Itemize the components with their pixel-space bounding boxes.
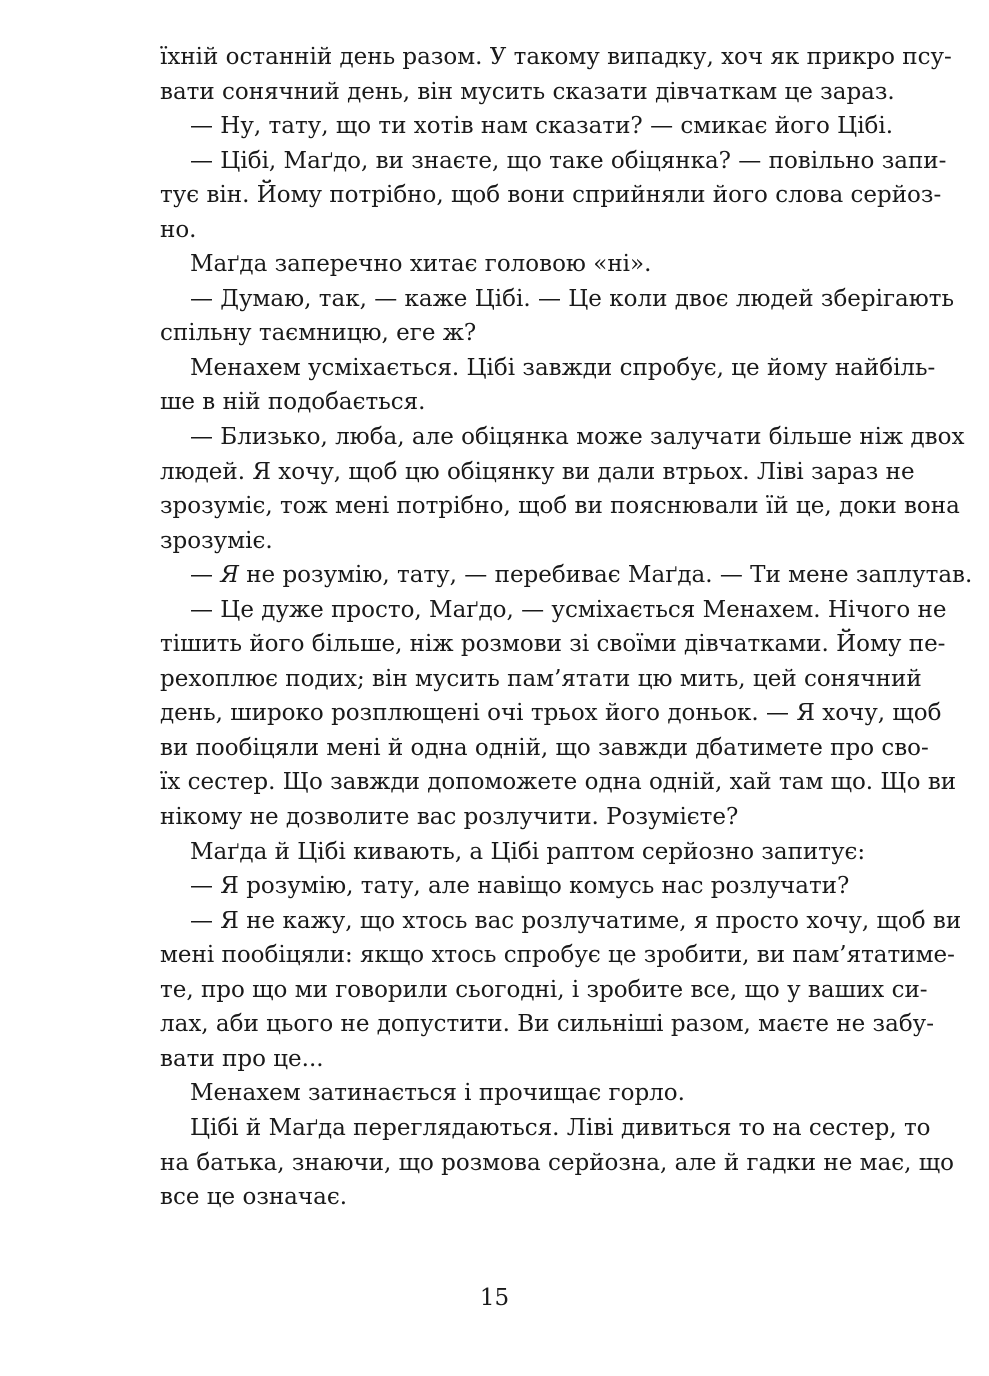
text-line: — Думаю, так, — каже Цібі. — Це коли двоє людей зберігають [190,285,955,312]
text-line: людей. Я хочу, щоб цю обіцянку ви дали втрьох. Ліві зараз не [160,458,915,485]
paragraph [160,904,962,1077]
text-line: зрозуміє. [160,527,273,554]
text-line: день, широко розплющені очі трьох його доньок. — Я хочу, щоб [160,700,942,727]
text-line: те, про що ми говорили сьогодні, і зробите все, що у ваших си- [160,976,928,1003]
paragraph [160,109,894,144]
text-line: — Я не розумію, тату, — перебиває Маґда. — Ти мене заплутав. [190,562,973,589]
text-line: но. [160,216,197,243]
paragraph [160,420,965,558]
text-line: їх сестер. Що завжди допоможете одна одній, хай там що. Що ви [160,769,957,796]
paragraph [160,835,878,870]
text-line: на батька, знаючи, що розмова серйозна, але й гадки не має, що [160,1149,955,1176]
text-line: зрозуміє, тож мені потрібно, щоб ви пояснювали їй це, доки вона [160,493,960,520]
text-line: Маґда й Цібі кивають, а Цібі раптом серйозно запитує: [190,838,866,865]
paragraph [160,144,947,248]
text-line: Менахем усміхається. Цібі завжди спробує, це йому найбіль- [190,354,936,381]
text-line: тішить його більше, ніж розмови зі своїми дівчатками. Йому пе- [160,631,946,658]
text-line: — Ну, тату, що ти хотів нам сказати? — смикає його Цібі. [190,113,894,140]
text-line: — Це дуже просто, Маґдо, — усміхається Менахем. Нічого не [190,596,947,623]
paragraph [160,1076,878,1111]
text-line: — Близько, люба, але обіцянка може залучати більше ніж двох [190,424,965,451]
paragraph [160,40,952,109]
text-line: — Я не кажу, що хтось вас розлучатиме, я просто хочу, щоб ви [190,907,962,934]
paragraph [160,593,957,835]
text-line: все це означає. [160,1184,348,1211]
text-line: вати сонячний день, він мусить сказати дівчаткам це зараз. [160,78,895,105]
text-line: тує він. Йому потрібно, щоб вони сприйняли його слова серйоз- [160,182,942,209]
paragraph [160,1111,955,1215]
text-line: вати про це... [160,1045,324,1072]
text-line: рехоплює подих; він мусить пам’ятати цю мить, цей сонячний [160,665,922,692]
paragraph [160,247,878,282]
paragraph [160,351,936,420]
text-line: — Цібі, Маґдо, ви знаєте, що таке обіцянка? — повільно запи- [190,147,947,174]
text-line: Маґда заперечно хитає головою «ні». [190,251,652,278]
text-line: мені пообіцяли: якщо хтось спробує це зробити, ви пам’ятатиме- [160,942,955,969]
text-line: ше в ній подобається. [160,389,426,416]
text-line: Цібі й Маґда переглядаються. Ліві дивиться то на сестер, то [190,1114,931,1141]
text-line: лах, аби цього не допустити. Ви сильніші разом, маєте не забу- [160,1011,934,1038]
text-line: їхній останній день разом. У такому випадку, хоч як прикро псу- [160,44,952,70]
page-number: 15 [479,1285,510,1311]
paragraph [160,558,973,593]
body-text [160,40,973,1215]
paragraph [160,869,878,904]
text-line: нікому не дозволите вас розлучити. Розумієте? [160,804,739,831]
text-line: Менахем затинається і прочищає горло. [190,1080,685,1107]
text-line: спільну таємницю, еге ж? [160,320,477,347]
text-line: — Я розумію, тату, але навіщо комусь нас розлучати? [190,873,850,900]
text-line: ви пообіцяли мені й одна одній, що завжди дбатимете про сво- [160,734,929,761]
paragraph [160,282,955,351]
